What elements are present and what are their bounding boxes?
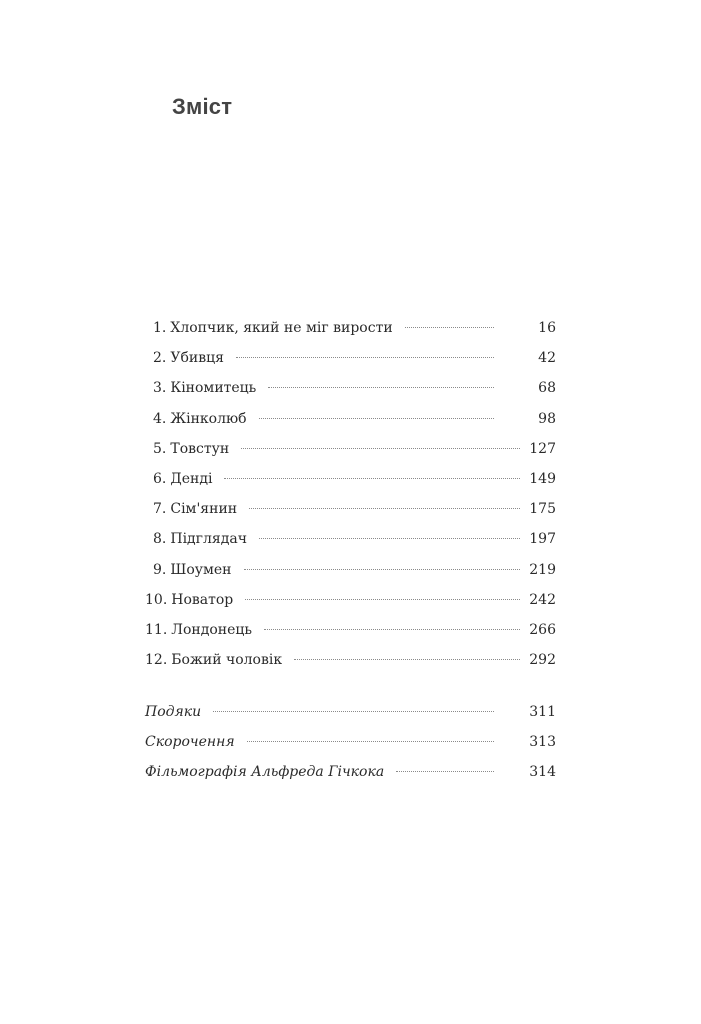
toc-entry-number: 2. — [153, 350, 167, 367]
toc-row-chapter-8 — [145, 529, 556, 559]
toc-entry-page: 292 — [529, 652, 556, 669]
toc-entry-title: Шоумен — [170, 561, 232, 578]
dot-leader — [213, 711, 494, 712]
toc-row-chapter-10 — [145, 590, 556, 620]
toc-entry-number: 1. — [153, 320, 167, 336]
toc-row-filmography — [145, 762, 556, 792]
toc-entry-page: 42 — [538, 350, 556, 367]
toc-row-chapter-3 — [145, 378, 556, 408]
toc-entry-page: 68 — [538, 380, 556, 397]
toc-entry-label — [145, 560, 232, 580]
dot-leader — [247, 741, 494, 742]
dot-leader — [245, 599, 520, 600]
toc-entry-title: Підглядач — [170, 531, 247, 548]
dot-leader — [259, 418, 494, 419]
toc-entry-page: 314 — [529, 764, 556, 781]
toc-entry-page: 149 — [529, 470, 556, 487]
toc-entry-title: Скорочення — [145, 734, 235, 751]
toc-entry-number: 5. — [153, 440, 167, 457]
dot-leader — [259, 538, 520, 539]
toc-entry-page: 197 — [529, 531, 556, 548]
toc-entry-title: Лондонець — [171, 621, 252, 638]
toc-entry-title: Жінколюб — [170, 410, 247, 427]
toc-entry-number: 9. — [153, 561, 167, 578]
toc-entry-label — [145, 348, 224, 368]
toc-entry-number: 7. — [153, 501, 167, 518]
toc-entry-title: Кіномитець — [170, 380, 257, 397]
toc-entry-number: 10. — [145, 591, 168, 608]
toc-entry-page: 313 — [529, 734, 556, 751]
toc-row-chapter-9 — [145, 560, 556, 590]
toc-row-chapter-1 — [145, 318, 556, 348]
dot-leader — [405, 327, 494, 328]
toc-entry-label — [145, 378, 256, 398]
toc-entry-title: Новатор — [171, 591, 234, 608]
toc-entry-label — [145, 439, 229, 459]
toc-entry-label — [145, 529, 247, 549]
toc-entry-title: Хлопчик, який не міг вирости — [170, 320, 393, 336]
toc-row-chapter-6 — [145, 469, 556, 499]
toc-entry-page: 175 — [529, 501, 556, 518]
toc-row-chapter-12 — [145, 650, 556, 680]
toc-entry-label — [145, 620, 252, 640]
toc-entry-title: Фільмографія Альфреда Гічкока — [145, 764, 385, 781]
toc-row-chapter-11 — [145, 620, 556, 650]
toc-entry-label — [145, 409, 247, 429]
toc-entry-title: Денді — [170, 470, 213, 487]
toc-extras — [145, 702, 556, 793]
toc-entry-page: 219 — [529, 561, 556, 578]
dot-leader — [294, 659, 520, 660]
toc-entry-number: 3. — [153, 380, 167, 397]
dot-leader — [244, 569, 520, 570]
toc-entry-number: 8. — [153, 531, 167, 548]
toc-row-chapter-4 — [145, 409, 556, 439]
toc-entry-title: Божий чоловік — [171, 652, 283, 669]
dot-leader — [268, 387, 494, 388]
toc-entry-page: 266 — [529, 621, 556, 638]
toc-chapters — [145, 318, 556, 680]
toc-entry-label — [145, 499, 237, 519]
toc-entry-title: Подяки — [145, 704, 202, 720]
toc-entry-page: 127 — [529, 440, 556, 457]
toc-row-chapter-5 — [145, 439, 556, 469]
toc-row-acknowledgements — [145, 702, 556, 732]
toc-entry-number: 12. — [145, 652, 168, 669]
toc-row-abbreviations — [145, 732, 556, 762]
toc-entry-title: Товстун — [170, 440, 230, 457]
dot-leader — [224, 478, 520, 479]
dot-leader — [241, 448, 520, 449]
page-title: Зміст — [172, 94, 233, 119]
toc-entry-label — [145, 650, 282, 670]
toc-entry-page: 98 — [538, 410, 556, 427]
toc-entry-page: 16 — [538, 320, 556, 336]
toc-entry-number: 6. — [153, 470, 167, 487]
toc-entry-title: Убивця — [170, 350, 224, 367]
toc-entry-page: 311 — [529, 704, 556, 720]
toc-row-chapter-7 — [145, 499, 556, 529]
toc-entry-number: 4. — [153, 410, 167, 427]
dot-leader — [236, 357, 494, 358]
toc-entry-label — [145, 590, 233, 610]
toc-row-chapter-2 — [145, 348, 556, 378]
dot-leader — [396, 771, 494, 772]
dot-leader — [249, 508, 520, 509]
toc-entry-title: Сім'янин — [170, 501, 238, 518]
toc-entry-label — [145, 469, 212, 489]
toc-entry-number: 11. — [145, 621, 168, 638]
toc-entry-page: 242 — [529, 591, 556, 608]
dot-leader — [264, 629, 520, 630]
toc-entry-label — [145, 318, 393, 338]
